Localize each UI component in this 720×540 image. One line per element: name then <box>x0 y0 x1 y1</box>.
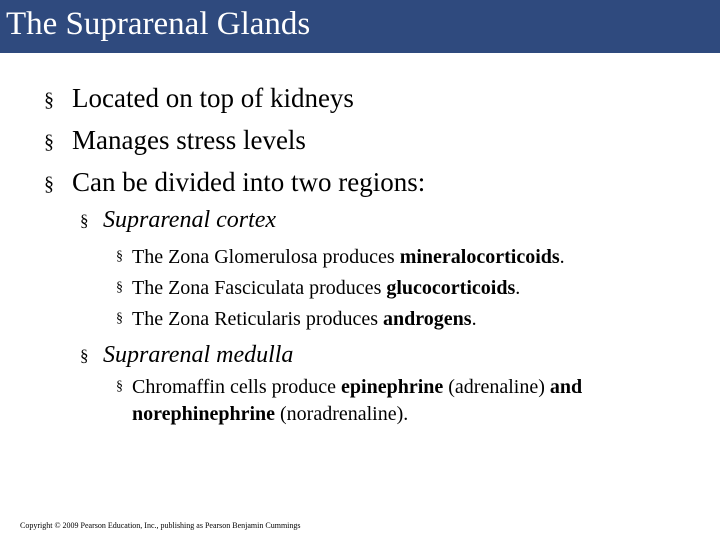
item-text-pre: Chromaffin cells produce <box>132 376 342 398</box>
item-text-bold: glucocorticoids <box>386 277 516 299</box>
item-text-post: . <box>559 246 565 268</box>
bullet-text: Located on top of kidneys <box>72 83 354 113</box>
item-text-post: . <box>471 308 477 330</box>
bullet-marker: § <box>116 280 123 295</box>
cortex-heading-text: Suprarenal cortex <box>103 207 277 233</box>
item-text-pre: The Zona Fasciculata produces <box>132 277 387 299</box>
item-text-pre: The Zona Glomerulosa produces <box>132 246 400 268</box>
item-text-pre: The Zona Reticularis produces <box>132 308 384 330</box>
cortex-item-text <box>132 306 477 332</box>
title-bar <box>0 0 720 53</box>
bullet-marker: § <box>80 211 89 230</box>
item-text-post: . <box>515 277 521 299</box>
bullet-text: Manages stress levels <box>72 125 306 155</box>
item-text-bold: epinephrine <box>341 376 444 398</box>
item-text-bold: mineralocorticoids <box>399 246 560 268</box>
item-text-post: (noradrenaline). <box>275 403 409 425</box>
item-text-bold: norephinephrine <box>132 403 275 425</box>
bullet-marker: § <box>44 173 54 195</box>
cortex-item-text <box>132 275 520 301</box>
medulla-item-line2 <box>132 401 408 427</box>
bullet-marker: § <box>80 346 89 365</box>
item-text-bold: androgens <box>383 308 472 330</box>
copyright-footer: Copyright © 2009 Pearson Education, Inc., publishing as Pearson Benjamin Cummings <box>20 521 301 530</box>
item-text-bold: and <box>549 376 583 398</box>
bullet-marker: § <box>116 249 123 264</box>
bullet-marker: § <box>44 131 54 153</box>
slide-title: The Suprarenal Glands <box>6 6 311 42</box>
bullet-marker: § <box>44 89 54 111</box>
bullet-text: Can be divided into two regions: <box>72 167 426 197</box>
medulla-heading-text: Suprarenal medulla <box>103 342 294 368</box>
bullet-marker: § <box>116 379 123 394</box>
item-text-mid: (adrenaline) <box>443 376 550 398</box>
medulla-item-text <box>132 374 582 400</box>
bullet-marker: § <box>116 311 123 326</box>
cortex-item-text <box>132 244 565 270</box>
